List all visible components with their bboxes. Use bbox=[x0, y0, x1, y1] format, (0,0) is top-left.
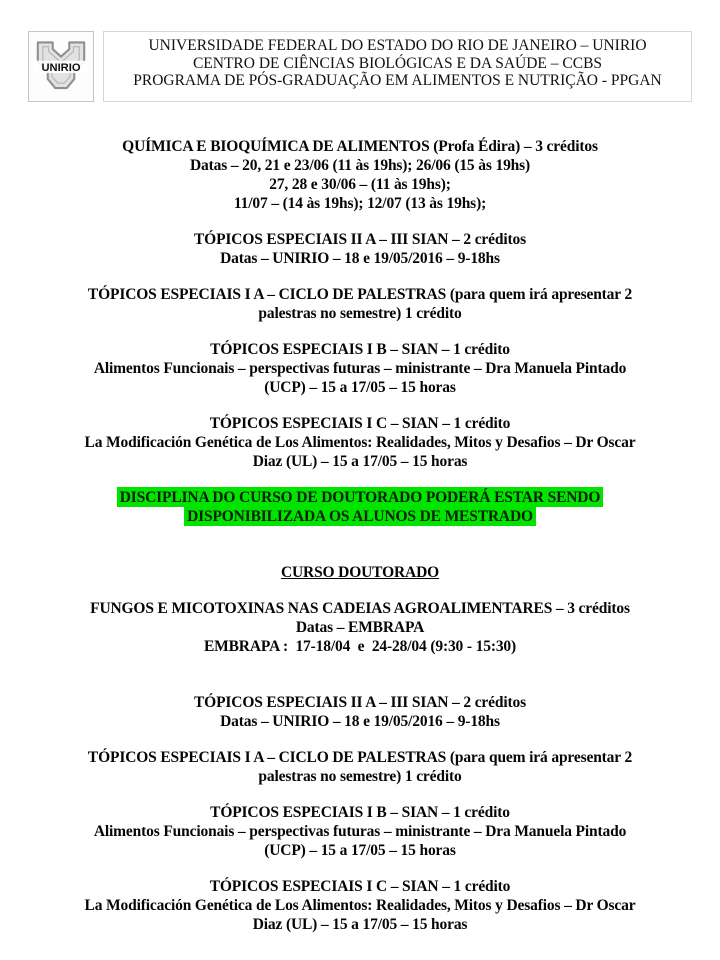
header-line-center: CENTRO DE CIÊNCIAS BIOLÓGICAS E DA SAÚDE – CCBS bbox=[192, 54, 603, 72]
text-block-quimica-e-bioquimica bbox=[30, 137, 690, 213]
text-block-topicos-especiais-iia bbox=[30, 230, 690, 268]
text-block-topicos-especiais-ib bbox=[30, 340, 690, 397]
text-block-topicos-especiais-ib-2 bbox=[30, 803, 690, 860]
highlighted-text: DISPONIBILIZADA OS ALUNOS DE MESTRADO bbox=[184, 506, 536, 526]
text-line: TÓPICOS ESPECIAIS I C – SIAN – 1 crédito bbox=[209, 415, 511, 432]
header-line-university: UNIVERSIDADE FEDERAL DO ESTADO DO RIO DE JANEIRO – UNIRIO bbox=[148, 37, 647, 54]
text-block-topicos-especiais-iia-2 bbox=[30, 693, 690, 731]
document-header bbox=[0, 0, 720, 102]
text-block-topicos-especiais-ic bbox=[30, 414, 690, 471]
text-line: Datas – EMBRAPA bbox=[295, 619, 425, 636]
text-line: CURSO DOUTORADO bbox=[280, 564, 440, 581]
text-line: 27, 28 e 30/06 – (11 às 19hs); bbox=[269, 176, 451, 193]
text-line bbox=[30, 488, 690, 507]
unirio-logo-graphic bbox=[32, 35, 90, 98]
text-line: La Modificación Genética de Los Alimentos: Realidades, Mitos y Desafios – Dr Oscar bbox=[84, 897, 636, 914]
text-line: TÓPICOS ESPECIAIS I A – CICLO DE PALESTRAS (para quem irá apresentar 2 bbox=[87, 286, 633, 303]
highlighted-text: DISCIPLINA DO CURSO DE DOUTORADO PODERÁ ESTAR SENDO bbox=[117, 487, 604, 507]
text-line: (UCP) – 15 a 17/05 – 15 horas bbox=[264, 842, 456, 859]
text-line: palestras no semestre) 1 crédito bbox=[258, 768, 462, 785]
text-block-curso-doutorado-heading bbox=[30, 563, 690, 582]
text-block-fungos-e-micotoxinas bbox=[30, 599, 690, 656]
text-block-topicos-especiais-ia bbox=[30, 285, 690, 323]
text-line: TÓPICOS ESPECIAIS I A – CICLO DE PALESTRAS (para quem irá apresentar 2 bbox=[87, 749, 633, 766]
text-line bbox=[30, 507, 690, 526]
text-line: QUÍMICA E BIOQUÍMICA DE ALIMENTOS (Profa Édira) – 3 créditos bbox=[122, 138, 598, 155]
text-line: Alimentos Funcionais – perspectivas futuras – ministrante – Dra Manuela Pintado bbox=[93, 360, 627, 377]
text-line: Diaz (UL) – 15 a 17/05 – 15 horas bbox=[252, 453, 468, 470]
text-line: TÓPICOS ESPECIAIS I C – SIAN – 1 crédito bbox=[209, 878, 511, 895]
text-line: palestras no semestre) 1 crédito bbox=[258, 305, 462, 322]
text-line: Datas – UNIRIO – 18 e 19/05/2016 – 9-18hs bbox=[220, 713, 500, 730]
text-line: 11/07 – (14 às 19hs); 12/07 (13 às 19hs); bbox=[233, 195, 487, 212]
text-line: Alimentos Funcionais – perspectivas futuras – ministrante – Dra Manuela Pintado bbox=[93, 823, 627, 840]
unirio-logo bbox=[28, 31, 94, 102]
text-line: (UCP) – 15 a 17/05 – 15 horas bbox=[264, 379, 456, 396]
header-title-box bbox=[103, 31, 692, 102]
document-body bbox=[0, 102, 720, 934]
header-line-program: PROGRAMA DE PÓS-GRADUAÇÃO EM ALIMENTOS E NUTRIÇÃO - PPGAN bbox=[133, 72, 662, 89]
text-block-topicos-especiais-ia-2 bbox=[30, 748, 690, 786]
text-line: TÓPICOS ESPECIAIS II A – III SIAN – 2 créditos bbox=[193, 694, 527, 711]
text-line: Diaz (UL) – 15 a 17/05 – 15 horas bbox=[252, 916, 468, 933]
text-block-aviso-disciplina-doutorado bbox=[30, 488, 690, 526]
unirio-logo-text: UNIRIO bbox=[41, 62, 81, 75]
text-line: TÓPICOS ESPECIAIS II A – III SIAN – 2 créditos bbox=[193, 231, 527, 248]
text-line: TÓPICOS ESPECIAIS I B – SIAN – 1 crédito bbox=[210, 341, 510, 358]
text-line: TÓPICOS ESPECIAIS I B – SIAN – 1 crédito bbox=[210, 804, 510, 821]
text-line: EMBRAPA : 17-18/04 e 24-28/04 (9:30 - 15:30) bbox=[203, 638, 517, 655]
text-line: La Modificación Genética de Los Alimentos: Realidades, Mitos y Desafios – Dr Oscar bbox=[84, 434, 636, 451]
text-block-topicos-especiais-ic-2 bbox=[30, 877, 690, 934]
text-line: Datas – 20, 21 e 23/06 (11 às 19hs); 26/06 (15 às 19hs) bbox=[189, 157, 531, 174]
text-line: FUNGOS E MICOTOXINAS NAS CADEIAS AGROALIMENTARES – 3 créditos bbox=[90, 600, 630, 617]
text-line: Datas – UNIRIO – 18 e 19/05/2016 – 9-18hs bbox=[220, 250, 500, 267]
